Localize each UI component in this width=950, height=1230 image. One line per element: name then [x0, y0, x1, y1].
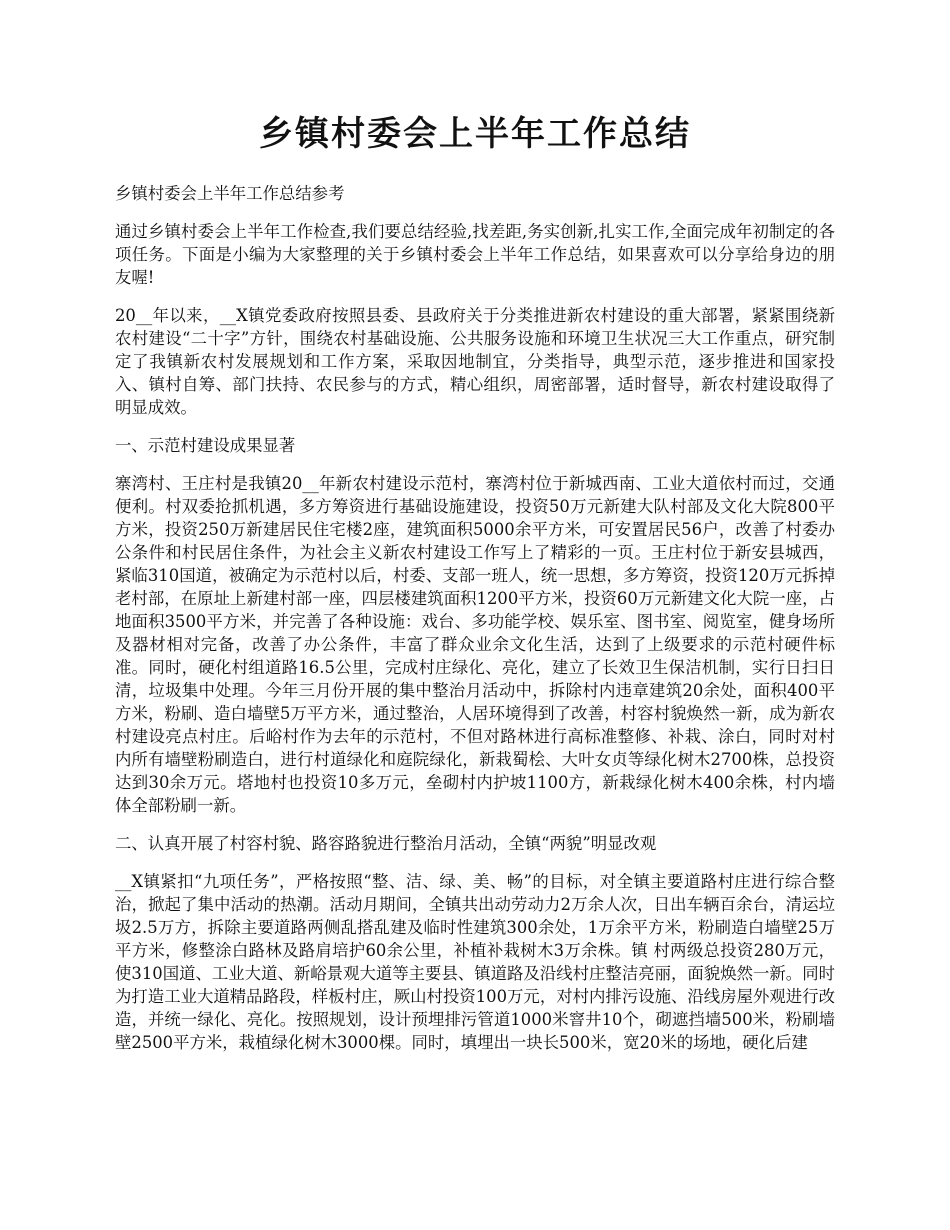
overview-paragraph: 20__年以来，__X镇党委政府按照县委、县政府关于分类推进新农村建设的重大部署，紧紧围绕新农村建设“二十字”方针，围绕农村基础设施、公共服务设施和环境卫生状况三大工作重点，研究制定了我镇新农村发展规划和工作方案，采取因地制宜，分类指导，典型示范，逐步推进和国家投入、镇村自筹、部门扶持、农民参与的方式，精心组织，周密部署，适时督导，新农村建设取得了明显成效。 — [115, 306, 835, 417]
intro-paragraph: 通过乡镇村委会上半年工作检查,我们要总结经验,找差距,务实创新,扎实工作,全面完成年初制定的各项任务。下面是小编为大家整理的关于乡镇村委会上半年工作总结，如果喜欢可以分享给身边的朋友喔! — [115, 222, 835, 287]
section-heading-1: 一、示范村建设成果显著 — [115, 436, 296, 455]
section-heading-2: 二、认真开展了村容村貌、路容路貌进行整治月活动，全镇“两貌”明显改观 — [115, 834, 657, 853]
subtitle-paragraph: 乡镇村委会上半年工作总结参考 — [115, 184, 345, 203]
section-body-1: 寨湾村、王庄村是我镇20__年新农村建设示范村，寨湾村位于新城西南、工业大道依村而过，交通便利。村双委抢抓机遇，多方筹资进行基础设施建设，投资50万元新建大队村部及文化大院800平方米，投资250万新建居民住宅楼2座，建筑面积5000余平方米，可安置居民56户，改善了村委办公条件和村民居住条件，为社会主义新农村建设工作写上了精彩的一页。王庄村位于新安县城西，紧临310国道，被确定为示范村以后，村委、支部一班人，统一思想，多方筹资，投资120万元拆掉老村部，在原址上新建村部一座，四层楼建筑面积1200平方米，投资60万元新建文化大院一座，占地面积3500平方米，并完善了各种设施：戏台、多功能学校、娱乐室、图书室、阅览室，健身场所及器材相对完备，改善了办公条件，丰富了群众业余文化生活，达到了上级要求的示范村硬件标准。同时，硬化村组道路16.5公里，完成村庄绿化、亮化，建立了长效卫生保洁机制，实行日扫日清，垃圾集中处理。今年三月份开展的集中整治月活动中，拆除村内违章建筑20余处，面积400平方米，粉刷、造白墙壁5万平方米，通过整治，人居环境得到了改善，村容村貌焕然一新，成为新农村建设亮点村庄。后峪村作为去年的示范村，不但对路林进行高标准整修、补栽、涂白，同时对村内所有墙壁粉刷造白，进行村道绿化和庭院绿化，新栽蜀桧、大叶女贞等绿化树木2700株，总投资达到30余万元。塔地村也投资10多万元，垒砌村内护坡1100方，新栽绿化树木400余株，村内墙体全部粉刷一新。 — [115, 474, 835, 815]
section-body-2: __X镇紧扣“九项任务”，严格按照“整、洁、绿、美、畅”的目标，对全镇主要道路村庄进行综合整治，掀起了集中活动的热潮。活动月期间，全镇共出动劳动力2万余人次，日出车辆百余台，清运垃圾2.5万方，拆除主要道路两侧乱搭乱建及临时性建筑300余处，1万余平方米，粉刷造白墙壁25万平方米，修整涂白路林及路肩培护60余公里，补植补栽树木3万余株。镇 村两级总投资280万元，使310国道、工业大道、新峪景观大道等主要县、镇道路及沿线村庄整洁亮丽，面貌焕然一新。同时为打造工业大道精品路段，样板村庄，厥山村投资100万元，对村内排污设施、沿线房屋外观进行改造，并统一绿化、亮化。按照规划，设计预埋排污管道1000米窨井10个，砌遮挡墙500米，粉刷墙壁2500平方米，栽植绿化树木3000棵。同时，填埋出一块长500米，宽20米的场地，硬化后建 — [115, 872, 835, 1052]
document-title: 乡镇村委会上半年工作总结 — [259, 114, 691, 154]
